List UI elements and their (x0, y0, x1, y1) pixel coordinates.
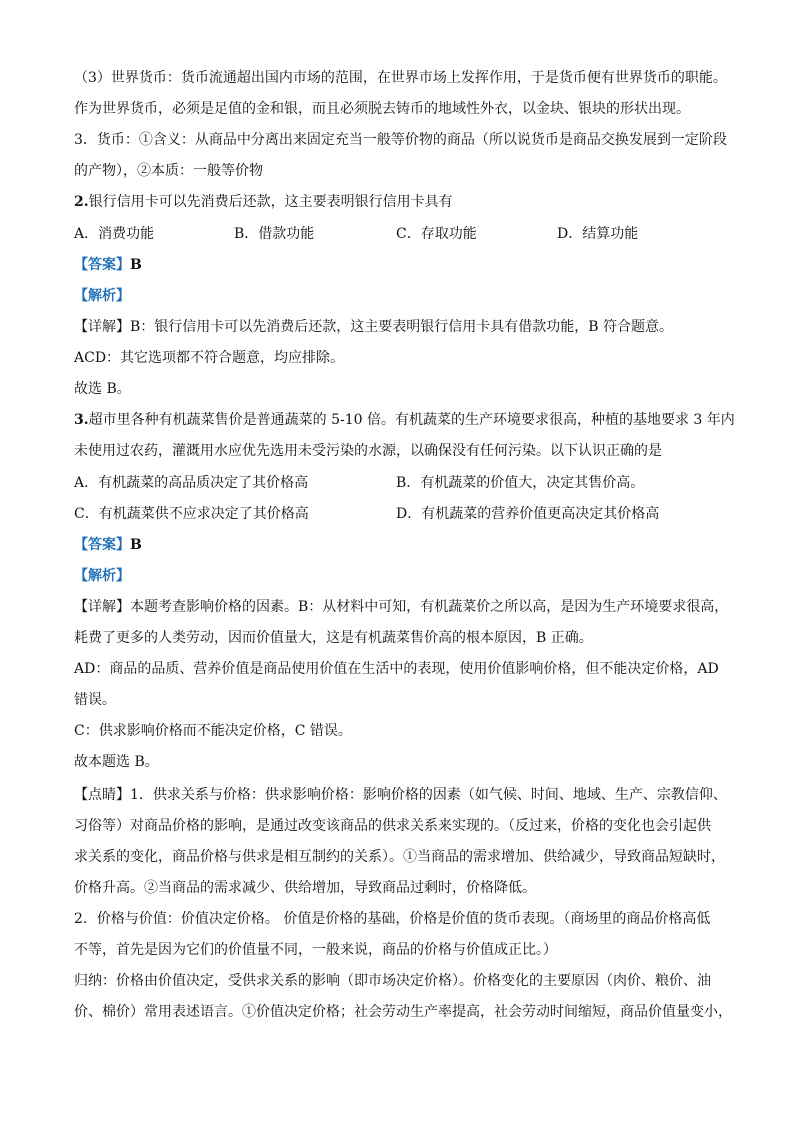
analysis-line (74, 566, 724, 586)
question-stem-text: 超市里各种有机蔬菜售价是普通蔬菜的 5-10 倍。有机蔬菜的生产环境要求很高，种植的基地要求 3 年内 (88, 412, 735, 428)
paragraph-line: 错误。 (74, 692, 116, 708)
paragraph-line: （3）世界货币：货币流通超出国内市场的范围，在世界市场上发挥作用，于是货币便有世界货币的职能。 (74, 70, 727, 86)
option-c: C．有机蔬菜供不应求决定了其价格高 (74, 506, 309, 522)
question-number: 3. (74, 412, 89, 428)
question-number: 2. (74, 194, 89, 210)
paragraph-line: 耗费了更多的人类劳动，因而价值量大，这是有机蔬菜售价高的根本原因，B 正确。 (74, 630, 593, 646)
option-a: A．有机蔬菜的高品质决定了其价格高 (74, 475, 309, 491)
paragraph-line: 的产物），②本质：一般等价物 (74, 163, 263, 179)
question-3-stem (74, 410, 735, 430)
paragraph-line: 价格升高。②当商品的需求减少、供给增加，导致商品过剩时，价格降低。 (74, 880, 536, 896)
option-c: C．存取功能 (396, 226, 477, 242)
answer-tag: 【答案】 (74, 537, 130, 553)
detail-text: 本题考查影响价格的因素。B：从材料中可知，有机蔬菜价之所以高，是因为生产环境要求很高， (130, 599, 729, 615)
detail-line (74, 317, 724, 337)
point-text: 1．供求关系与价格：供求影响价格：影响价格的因素（如气候、时间、地域、生产、宗教信仰、 (130, 787, 727, 803)
answer-line (74, 255, 724, 275)
analysis-tag: 【解析】 (74, 568, 130, 584)
option-d: D．有机蔬菜的营养价值更高决定其价格高 (396, 506, 660, 522)
paragraph-line: 2．价格与价值：价值决定价格。 价值是价格的基础，价格是价值的货币表现。（商场里的商品价格高低 (74, 911, 711, 927)
answer-value: B (130, 537, 142, 553)
detail-text: B：银行信用卡可以先消费后还款，这主要表明银行信用卡具有借款功能，B 符合题意。 (130, 319, 674, 335)
option-b: B．借款功能 (234, 226, 315, 242)
option-a: A．消费功能 (74, 226, 155, 242)
paragraph-line: 未使用过农药，灌溉用水应优先选用未受污染的水源，以确保没有任何污染。以下认识正确的是 (74, 443, 662, 459)
answer-tag: 【答案】 (74, 257, 130, 273)
paragraph-line: 归纳：价格由价值决定，受供求关系的影响（即市场决定价格）。价格变化的主要原因（肉价、粮价、油 (74, 973, 711, 989)
question-stem-text: 银行信用卡可以先消费后还款，这主要表明银行信用卡具有 (88, 194, 453, 210)
point-tag: 【点睛】 (74, 787, 130, 803)
paragraph-line: 故本题选 B。 (74, 754, 159, 770)
paragraph-line: 3．货币：①含义：从商品中分离出来固定充当一般等价物的商品（所以说货币是商品交换发展到一定阶段 (74, 132, 727, 148)
analysis-line (74, 286, 724, 306)
paragraph-line: 作为世界货币，必须是足值的金和银，而且必须脱去铸币的地域性外衣，以金块、银块的形状出现。 (74, 101, 690, 117)
paragraph-line: 故选 B。 (74, 381, 131, 397)
paragraph-line: 求关系的变化，商品价格与供求是相互制约的关系）。①当商品的需求增加、供给减少，导致商品短缺时， (74, 849, 725, 865)
option-b: B．有机蔬菜的价值大，决定其售价高。 (396, 475, 645, 491)
option-d: D．结算功能 (557, 226, 639, 242)
detail-tag: 【详解】 (74, 319, 130, 335)
answer-value: B (130, 257, 142, 273)
detail-line (74, 597, 729, 617)
paragraph-line: 价、棉价）常用表述语言。①价值决定价格；社会劳动生产率提高，社会劳动时间缩短，商品价值量变小， (74, 1004, 732, 1020)
paragraph-line: C：供求影响价格而不能决定价格，C 错误。 (74, 723, 352, 739)
answer-line (74, 535, 724, 555)
paragraph-line: ACD：其它选项都不符合题意，均应排除。 (74, 350, 345, 366)
paragraph-line: AD：商品的品质、营养价值是商品使用价值在生活中的表现，使用价值影响价格，但不能决定价格，AD (74, 661, 719, 677)
paragraph-line: 习俗等）对商品价格的影响，是通过改变该商品的供求关系来实现的。（反过来，价格的变化也会引起供 (74, 818, 711, 834)
point-line (74, 785, 727, 805)
paragraph-line: 不等，首先是因为它们的价值量不同，一般来说，商品的价格与价值成正比。） (74, 942, 557, 958)
detail-tag: 【详解】 (74, 599, 130, 615)
analysis-tag: 【解析】 (74, 288, 130, 304)
question-2-stem (74, 192, 724, 212)
